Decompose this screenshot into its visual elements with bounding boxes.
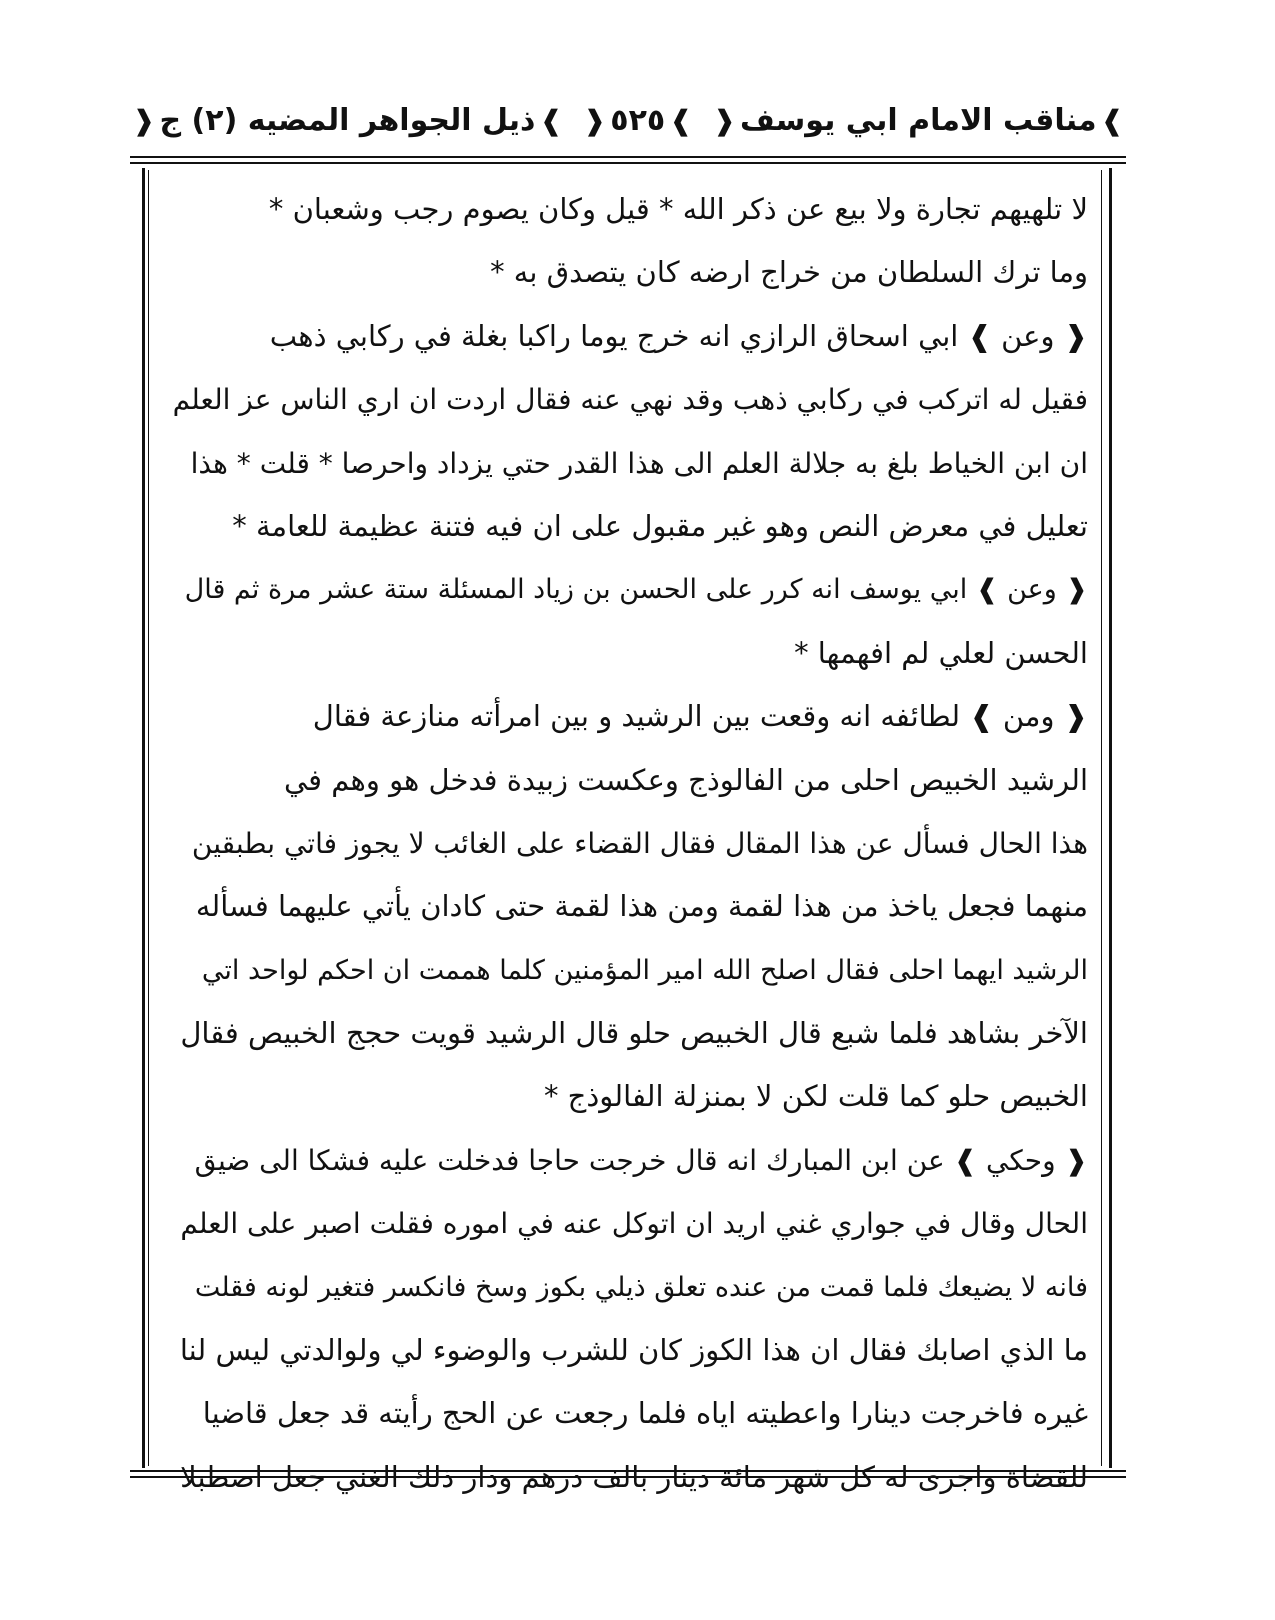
text-line: ❰ وعن ❱ ابي يوسف انه كرر على الحسن بن زياد المسئلة ستة عشر مرة ثم قال — [184, 574, 1088, 606]
text-line: الحال وقال في جواري غني اريد ان اتوكل عنه في اموره فقلت اصبر على العلم — [180, 1207, 1088, 1241]
ornament-bracket-icon: ❱ — [539, 103, 563, 137]
ornament-bracket-icon: ❰ — [132, 103, 156, 137]
header-rule-top — [130, 156, 1126, 158]
text-line: منهما فجعل ياخذ من هذا لقمة ومن هذا لقمة حتى كادان يأتي عليهما فسأله — [195, 889, 1088, 924]
running-header — [128, 88, 1128, 152]
text-line: تعليل في معرض النص وهو غير مقبول على ان فيه فتنة عظيمة للعامة * — [232, 508, 1088, 543]
header-book-section: مناقب الامام ابي يوسف — [740, 102, 1097, 138]
ornament-bracket-icon: ❰ — [712, 103, 737, 137]
text-line: ❰ وعن ❱ ابي اسحاق الرازي انه خرج يوما راكبا بغلة في ركابي ذهب — [269, 318, 1088, 353]
text-line: ان ابن الخياط بلغ به جلالة العلم الى هذا القدر حتي يزداد واحرصا * قلت * هذا — [190, 446, 1088, 480]
text-line: لا تلهيهم تجارة ولا بيع عن ذكر الله * قيل وكان يصوم رجب وشعبان * — [268, 192, 1088, 226]
text-line: للقضاة واجرى له كل شهر مائة دينار بالف درهم ودار ذلك الغني جعل اصطبلا — [180, 1459, 1088, 1494]
text-line: الخبيص حلو كما قلت لكن لا بمنزلة الفالوذج * — [543, 1079, 1088, 1114]
body-text — [170, 178, 1088, 1509]
ornament-bracket-icon: ❱ — [1100, 103, 1124, 137]
text-line: وما ترك السلطان من خراج ارضه كان يتصدق به * — [490, 255, 1088, 290]
text-line: ❰ ومن ❱ لطائفه انه وقعت بين الرشيد و بين امرأته منازعة فقال — [312, 699, 1088, 734]
text-line: غيره فاخرجت دينارا واعطيته اياه فلما رجعت عن الحج رأيته قد جعل قاضيا — [202, 1396, 1088, 1431]
header-book-title-segment — [128, 103, 567, 138]
text-line: ما الذي اصابك فقال ان هذا الكوز كان للشرب والوضوء لي ولوالدتي ليس لنا — [179, 1333, 1088, 1368]
text-line: هذا الحال فسأل عن هذا المقال فقال القضاء على الغائب لا يجوز فاتي بطبقين — [191, 826, 1088, 860]
text-line: الرشيد الخبيص احلى من الفالوذج وعكست زبيدة فدخل هو وهم في — [284, 762, 1088, 797]
text-line: ❰ وحكي ❱ عن ابن المبارك انه قال خرجت حاجا فدخلت عليه فشكا الى ضيق — [194, 1143, 1088, 1177]
text-line: الآخر بشاهد فلما شبع قال الخبيص حلو قال الرشيد قويت حجج الخبيص فقال — [180, 1016, 1088, 1051]
footer-rule-bottom — [130, 1476, 1126, 1478]
header-book-title: ذيل الجواهر المضيه (٢) ج — [159, 102, 536, 138]
ornament-bracket-icon: ❰ — [582, 103, 607, 137]
text-line: فقيل له اتركب في ركابي ذهب وقد نهي عنه فقال اردت ان اري الناس عز العلم — [172, 383, 1088, 417]
page-number: ٥٢٥ — [610, 102, 666, 138]
header-title-segment — [709, 103, 1128, 138]
text-line: الرشيد ايهما احلى فقال اصلح الله امير المؤمنين كلما هممت ان احكم لواحد اتي — [201, 954, 1088, 986]
header-page-number-segment — [579, 103, 697, 138]
text-line: فانه لا يضيعك فلما قمت من عنده تعلق ذيلي بكوز وسخ فانكسر فتغير لونه فقلت — [194, 1271, 1088, 1303]
footer-rule-top — [130, 1470, 1126, 1472]
ornament-bracket-icon: ❱ — [669, 103, 693, 137]
text-line: الحسن لعلي لم افهمها * — [794, 635, 1088, 670]
header-rule-bottom — [130, 162, 1126, 164]
